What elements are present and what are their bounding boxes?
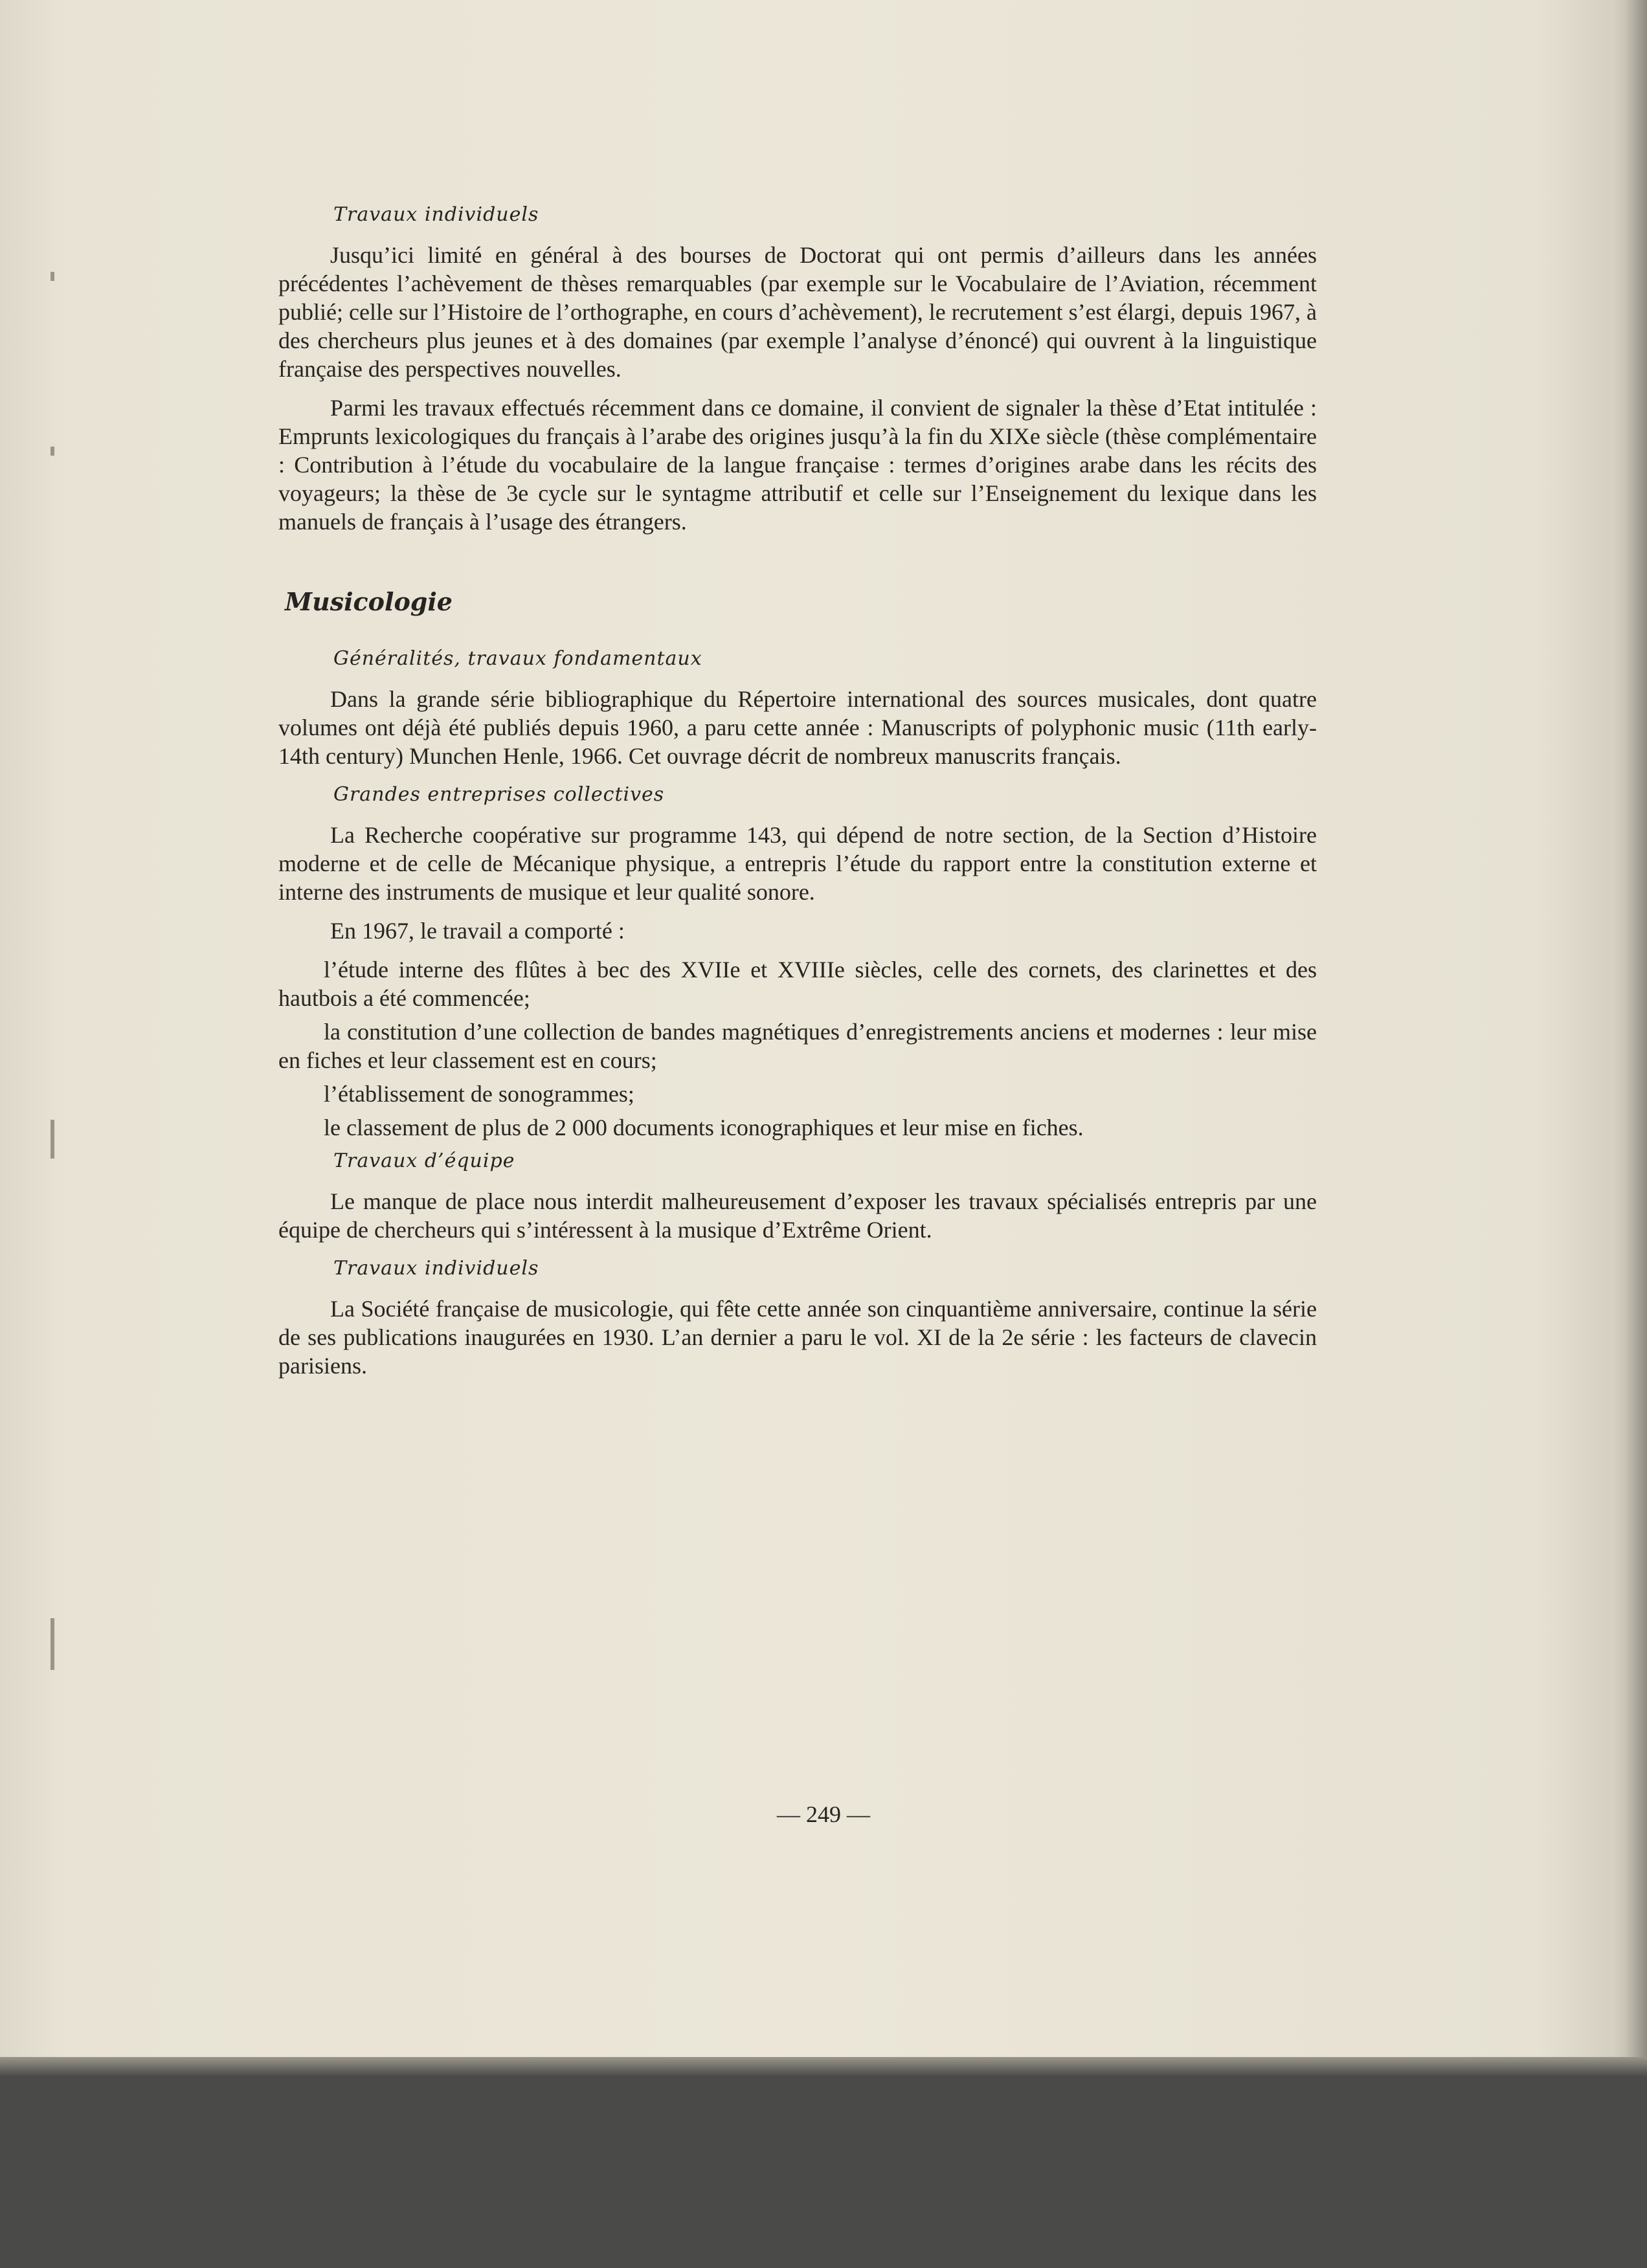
subheading-generalites: Généralités, travaux fondamentaux — [333, 647, 702, 670]
paragraph: Le manque de place nous interdit malheureusement d’exposer les travaux spécialisés entrepris par une équipe de chercheurs qui s’intéressent à la musique d’Extrême Orient. — [278, 1188, 1317, 1243]
subheading-travaux-individuels-2: Travaux individuels — [333, 1257, 539, 1280]
paragraph: La Recherche coopérative sur programme 143, qui dépend de notre section, de la Section d’Histoire moderne et de celle de Mécanique physique, a entrepris l’étude du rapport entre la constitution externe et interne des instruments de musique et leur qualité sonore. — [278, 822, 1317, 905]
list-item: la constitution d’une collection de bandes magnétiques d’enregistrements anciens et modernes : leur mise en fiches et leur classement est en cours; — [278, 1019, 1317, 1073]
subheading-travaux-equipe: Travaux d’équipe — [333, 1150, 515, 1172]
list-item: l’établissement de sonogrammes; — [324, 1081, 634, 1107]
margin-mark — [50, 1120, 54, 1159]
paragraph: En 1967, le travail a comporté : — [330, 918, 625, 944]
margin-mark — [50, 272, 54, 281]
paragraph: Dans la grande série bibliographique du Répertoire international des sources musicales, dont quatre volumes ont déjà été publiés depuis 1960, a paru cette année : Manuscripts of polyphonic music (11th early-14th century) Munchen Henle, 1966. Cet ouvrage décrit de nombreux manuscrits français. — [278, 686, 1317, 769]
paragraph: La Société française de musicologie, qui fête cette année son cinquantième anniversaire, continue la série de ses publications inaugurées en 1930. L’an dernier a paru le vol. XI de la 2e série : les facteurs de clavecin parisiens. — [278, 1296, 1317, 1379]
document-body — [278, 201, 1317, 1390]
subheading-grandes-entreprises: Grandes entreprises collectives — [333, 783, 665, 806]
list-item: le classement de plus de 2 000 documents iconographiques et leur mise en fiches. — [324, 1115, 1084, 1140]
margin-mark — [50, 447, 54, 456]
page-number: — 249 — — [777, 1801, 870, 1827]
paragraph: Parmi les travaux effectués récemment dans ce domaine, il convient de signaler la thèse d’Etat intitulée : Emprunts lexicologiques du français à l’arabe des origines jusqu’à la fin du XIXe siècle (thèse complémentaire : Contribution à l’étude du vocabulaire de la langue française : termes d’origines arabe dans les récits des voyageurs; la thèse de 3e cycle sur le syntagme attributif et celle sur l’Enseignement du lexique dans les manuels de français à l’usage des étrangers. — [278, 395, 1317, 535]
margin-mark — [50, 1618, 54, 1670]
page-edge — [1611, 0, 1647, 2071]
scan-background — [0, 2057, 1647, 2076]
section-title-musicologie: Musicologie — [285, 587, 453, 616]
list-item: l’étude interne des flûtes à bec des XVIIe et XVIIIe siècles, celle des cornets, des clarinettes et des hautbois a été commencée; — [278, 957, 1317, 1011]
subheading-travaux-individuels: Travaux individuels — [333, 203, 539, 226]
paragraph: Jusqu’ici limité en général à des bourses de Doctorat qui ont permis d’ailleurs dans les années précédentes l’achèvement de thèses remarquables (par exemple sur le Vocabulaire de l’Aviation, récemment publié; celle sur l’Histoire de l’orthographe, en cours d’achèvement), le recrutement s’est élargi, depuis 1967, à des chercheurs plus jeunes et à des domaines (par exemple l’analyse d’énoncé) qui ouvrent à la linguistique française des perspectives nouvelles. — [278, 242, 1317, 382]
